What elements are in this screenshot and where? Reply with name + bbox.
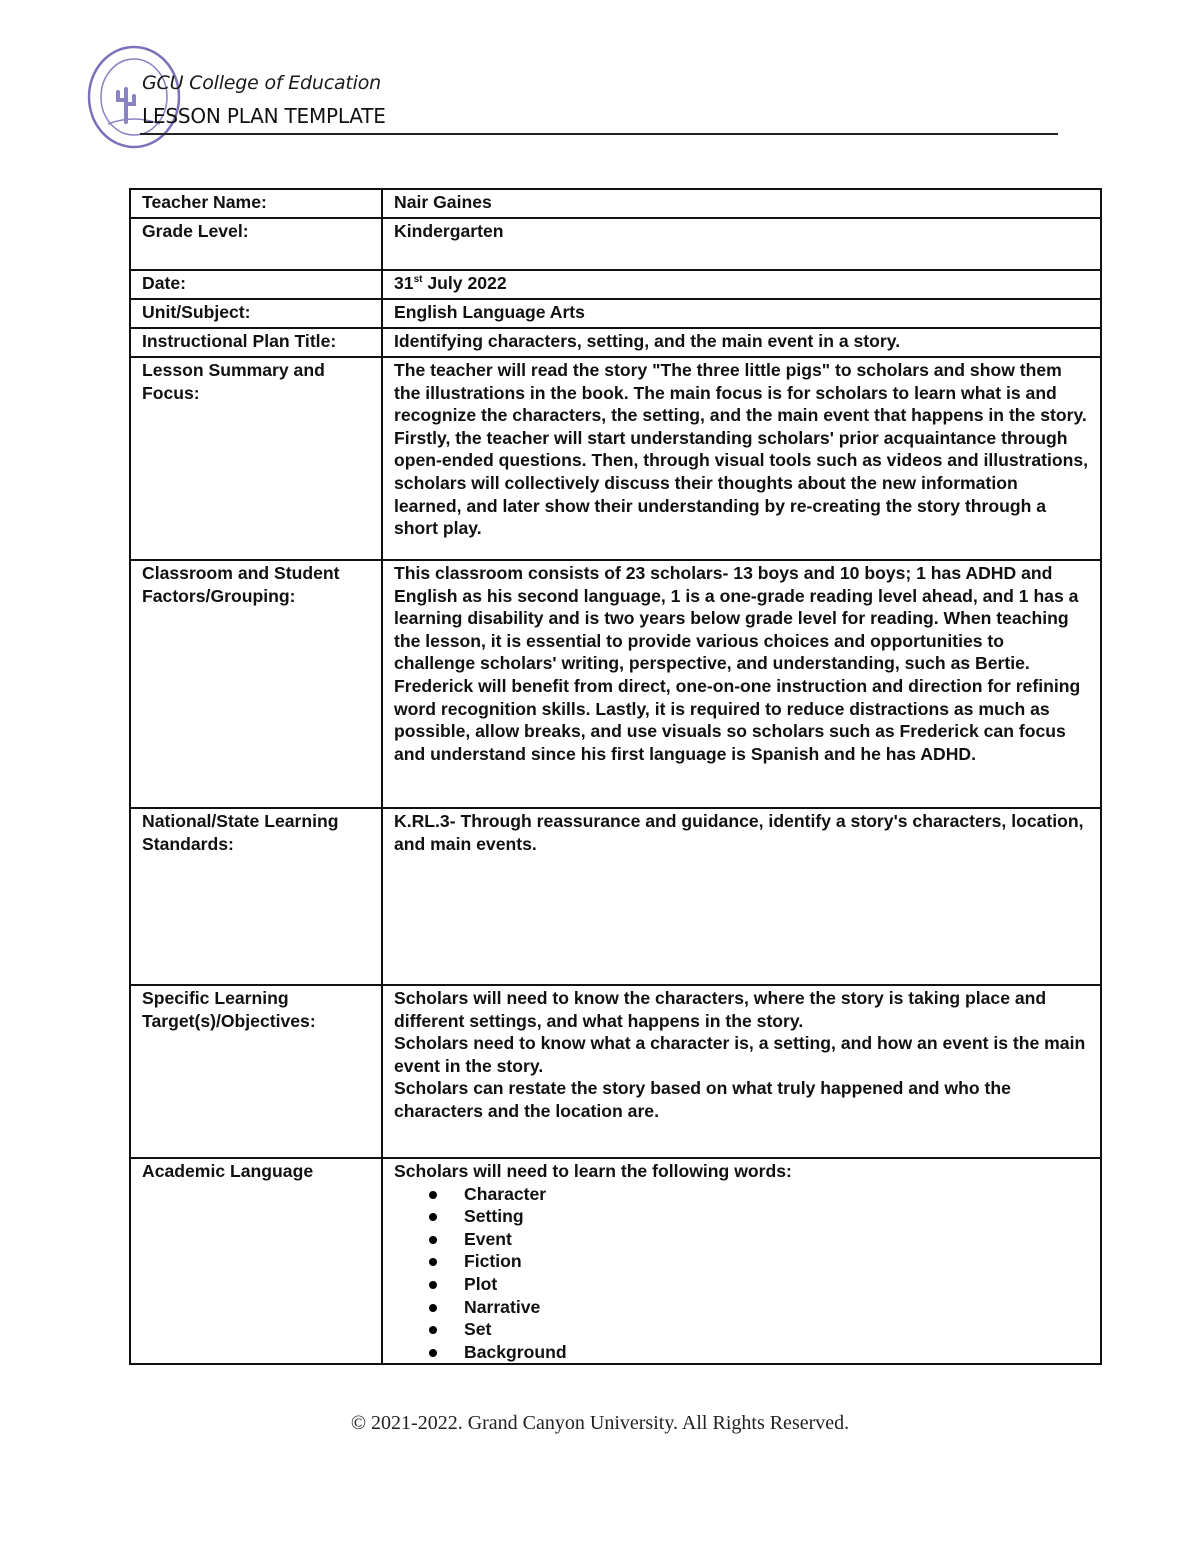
grade-value: Kindergarten (382, 218, 1101, 270)
list-item: Character (454, 1183, 1090, 1206)
factors-label: Classroom and Student Factors/Grouping: (130, 560, 382, 808)
table-row (130, 808, 1101, 985)
list-item: Event (454, 1228, 1090, 1251)
language-intro: Scholars will need to learn the following words: (394, 1161, 792, 1181)
date-rest: July 2022 (422, 273, 507, 293)
vocabulary-list (394, 1183, 1090, 1364)
objective-paragraph: Scholars will need to know the characters, where the story is taking place and different settings, and what happens in the story. (394, 988, 1047, 1031)
table-row (130, 270, 1101, 299)
plan-title-label: Instructional Plan Title: (130, 328, 382, 357)
unit-value: English Language Arts (382, 299, 1101, 328)
language-value (382, 1158, 1101, 1364)
grade-label: Grade Level: (130, 218, 382, 270)
header-divider (140, 133, 1058, 135)
college-name: GCU College of Education (142, 72, 382, 94)
table-row (130, 299, 1101, 328)
copyright-footer: © 2021-2022. Grand Canyon University. All Rights Reserved. (350, 1412, 850, 1434)
list-item: Setting (454, 1205, 1090, 1228)
list-item: Plot (454, 1273, 1090, 1296)
table-row (130, 560, 1101, 808)
list-item: Narrative (454, 1296, 1090, 1319)
factors-value: This classroom consists of 23 scholars- 13 boys and 10 boys; 1 has ADHD and English as his second language, 1 is a one-grade reading level ahead, and 1 has a learning disability and is two years below grade level for reading. When teaching the lesson, it is essential to provide various choices and opportunities to challenge scholars' writing, perspective, and understanding, such as Bertie. Frederick will benefit from direct, one-on-one instruction and direction for refining word recognition skills. Lastly, it is required to reduce distractions as much as possible, allow breaks, and use visuals so scholars such as Frederick can focus and understand since his first language is Spanish and he has ADHD. (382, 560, 1101, 808)
date-label: Date: (130, 270, 382, 299)
table-row (130, 1158, 1101, 1364)
date-suffix: st (413, 274, 423, 286)
list-item: Set (454, 1318, 1090, 1341)
table-row (130, 357, 1101, 560)
table-row (130, 328, 1101, 357)
summary-value: The teacher will read the story "The three little pigs" to scholars and show them the illustrations in the book. The main focus is for scholars to learn what is and recognize the characters, the setting, and the main event that happens in the story. Firstly, the teacher will start understanding scholars' prior acquaintance through open-ended questions. Then, through visual tools such as videos and illustrations, scholars will collectively discuss their thoughts about the new information learned, and later show their understanding by re-creating the story through a short play. (382, 357, 1101, 560)
table-row (130, 189, 1101, 218)
language-label: Academic Language (130, 1158, 382, 1364)
table-row (130, 218, 1101, 270)
teacher-value: Nair Gaines (382, 189, 1101, 218)
document-title: LESSON PLAN TEMPLATE (142, 104, 386, 128)
objectives-label: Specific Learning Target(s)/Objectives: (130, 985, 382, 1158)
summary-label: Lesson Summary and Focus: (130, 357, 382, 560)
unit-label: Unit/Subject: (130, 299, 382, 328)
standards-value: K.RL.3- Through reassurance and guidance, identify a story's characters, location, and main events. (382, 808, 1101, 985)
objective-paragraph: Scholars can restate the story based on what truly happened and who the characters and the location are. (394, 1078, 1011, 1121)
date-value (382, 270, 1101, 299)
list-item: Fiction (454, 1250, 1090, 1273)
objective-paragraph: Scholars need to know what a character is, a setting, and how an event is the main event in the story. (394, 1033, 1086, 1076)
standards-label: National/State Learning Standards: (130, 808, 382, 985)
teacher-label: Teacher Name: (130, 189, 382, 218)
objectives-value (382, 985, 1101, 1158)
plan-title-value: Identifying characters, setting, and the main event in a story. (382, 328, 1101, 357)
table-row (130, 985, 1101, 1158)
lesson-plan-table (129, 188, 1102, 1365)
list-item: Background (454, 1341, 1090, 1364)
date-day: 31 (394, 273, 414, 293)
